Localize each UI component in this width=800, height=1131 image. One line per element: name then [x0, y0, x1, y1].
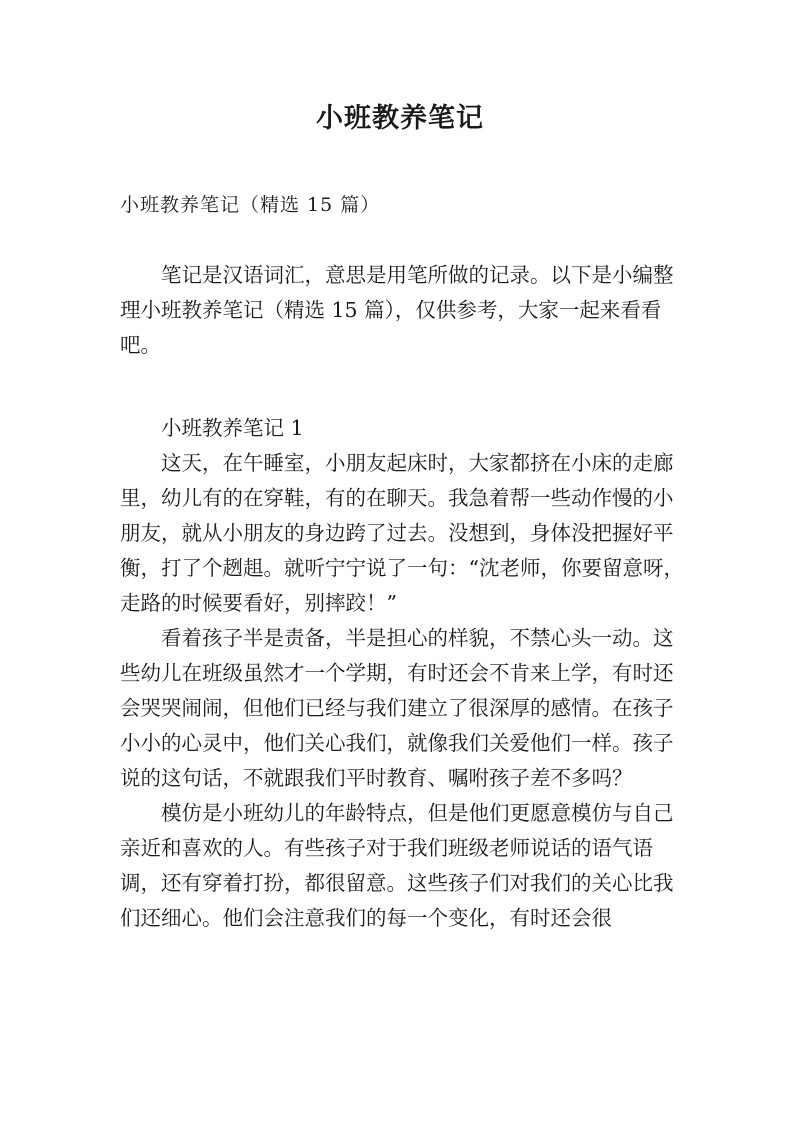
- body-paragraph-1: 这天，在午睡室，小朋友起床时，大家都挤在小床的走廊里，幼儿有的在穿鞋，有的在聊天。我急着帮一些动作慢的小朋友，就从小朋友的身边跨了过去。没想到，身体没把握好平衡，打了个趔趄。就听宁宁说了一句：“沈老师，你要留意呀，走路的时候要看好，别摔跤！”: [120, 451, 684, 615]
- article-body: [120, 411, 692, 936]
- body-paragraph-3: 模仿是小班幼儿的年龄特点，但是他们更愿意模仿与自己亲近和喜欢的人。有些孩子对于我们班级老师说话的语气语调，还有穿着打扮，都很留意。这些孩子们对我们的关心比我们还细心。他们会注意我们的每一个变化，有时还会很: [120, 801, 674, 930]
- body-paragraph-2: 看着孩子半是责备，半是担心的样貌，不禁心头一动。这些幼儿在班级虽然才一个学期，有时还会不肯来上学，有时还会哭哭闹闹，但他们已经与我们建立了很深厚的感情。在孩子小小的心灵中，他们关心我们，就像我们关爱他们一样。孩子说的这句话，不就跟我们平时教育、嘱咐孩子差不多吗？: [120, 626, 674, 790]
- intro-block: [120, 258, 692, 363]
- document-subtitle: 小班教养笔记（精选 15 篇）: [120, 194, 381, 216]
- section-heading: 小班教养笔记 1: [161, 416, 304, 440]
- intro-paragraph: 笔记是汉语词汇，意思是用笔所做的记录。以下是小编整理小班教养笔记（精选 15 篇），仅供参考，大家一起来看看吧。: [120, 263, 674, 357]
- document-title: 小班教养笔记: [316, 103, 484, 134]
